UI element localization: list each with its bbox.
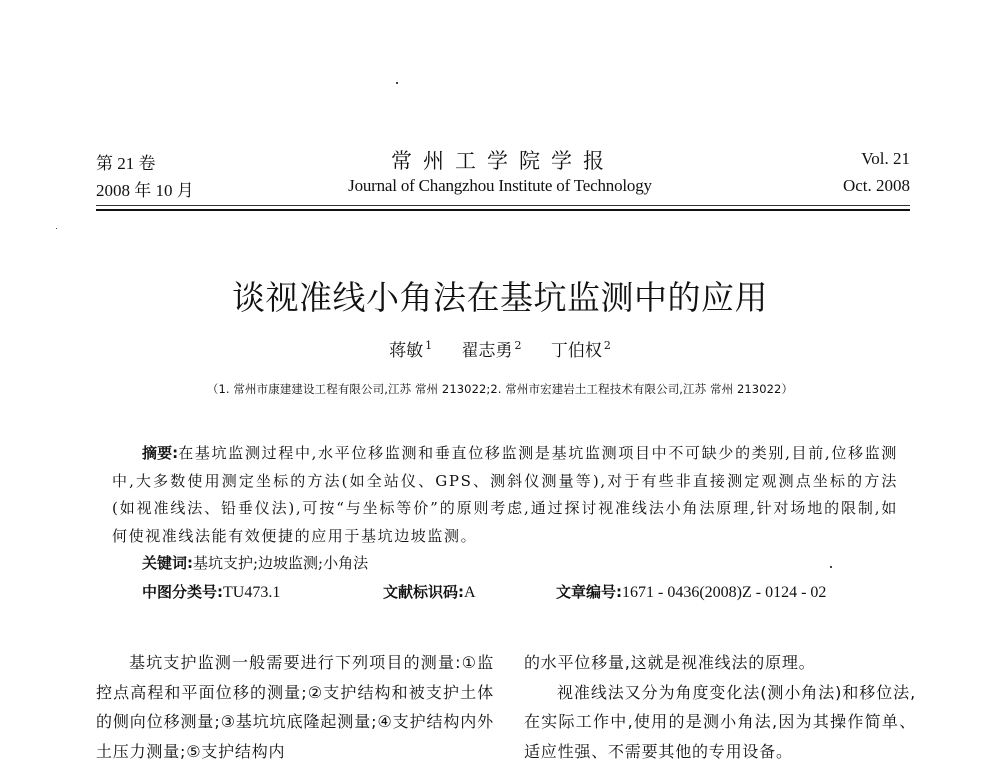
- abstract: [112, 440, 898, 550]
- clc-number: [142, 581, 280, 602]
- scan-speck: [56, 228, 57, 229]
- body-paragraph: 基坑支护监测一般需要进行下列项目的测量:①监控点高程和平面位移的测量;②支护结构和被支护土体的侧向位移测量;③基坑坑底隆起测量;④支护结构内外土压力测量;⑤支护结构内: [96, 648, 494, 766]
- keywords-value: 基坑支护;边坡监测;小角法: [193, 554, 368, 572]
- header-rule-thin: [96, 205, 910, 206]
- article-number: [556, 581, 826, 602]
- article-no-label: 文章编号:: [556, 583, 622, 601]
- abstract-text: 在基坑监测过程中,水平位移监测和垂直位移监测是基坑监测项目中不可缺少的类别,目前,位移监测中,大多数使用测定坐标的方法(如全站仪、GPS、测斜仪测量等),对于有些非直接测定观测点坐标的方法(如视准线法、铅垂仪法),可按“与坐标等价”的原则考虑,通过探讨视准线法小角法原理,针对场地的限制,如何使视准线法能有效便捷的应用于基坑边坡监测。: [112, 444, 898, 545]
- clc-value: TU473.1: [223, 584, 280, 601]
- author-name: 丁伯权: [551, 341, 602, 361]
- clc-label: 中图分类号:: [142, 583, 223, 601]
- body-left-column: [96, 648, 494, 766]
- article-no-value: 1671 - 0436(2008)Z - 0124 - 02: [622, 584, 826, 601]
- keywords-label: 关键词:: [142, 554, 193, 572]
- volume-en: Vol. 21: [861, 149, 910, 169]
- doc-code-label: 文献标识码:: [383, 583, 464, 601]
- issue-date-cn: 2008 年 10 月: [96, 176, 194, 201]
- author: [389, 341, 432, 361]
- author-name: 翟志勇: [462, 341, 513, 361]
- author-affil-marker: 2: [515, 339, 522, 352]
- keywords: [142, 552, 368, 573]
- affiliations: （1. 常州市康建建设工程有限公司,江苏 常州 213022;2. 常州市宏建岩土工程技术有限公司,江苏 常州 213022）: [0, 381, 1000, 397]
- author-affil-marker: 1: [425, 339, 432, 352]
- author-list: [0, 336, 1000, 361]
- author-name: 蒋敏: [389, 341, 423, 361]
- author: [462, 341, 522, 361]
- article-title: 谈视准线小角法在基坑监测中的应用: [0, 272, 1000, 319]
- scan-speck: [396, 82, 398, 84]
- issue-date-en: Oct. 2008: [843, 176, 910, 196]
- journal-title-cn: 常州工学院学报: [0, 145, 1000, 175]
- body-paragraph: 视准线法又分为角度变化法(测小角法)和移位法,在实际工作中,使用的是测小角法,因为其操作简单、适应性强、不需要其他的专用设备。: [524, 678, 916, 766]
- abstract-label: 摘要:: [142, 444, 178, 462]
- journal-title-en: Journal of Changzhou Institute of Technology: [0, 176, 1000, 196]
- body-right-column: [524, 648, 916, 766]
- volume-number: 第 21 卷: [96, 149, 156, 174]
- scan-speck: [830, 566, 832, 568]
- author-affil-marker: 2: [604, 339, 611, 352]
- document-code: [383, 581, 476, 602]
- author: [551, 341, 611, 361]
- header-rule-thick: [96, 209, 910, 211]
- body-paragraph: 的水平位移量,这就是视准线法的原理。: [524, 648, 916, 678]
- doc-code-value: A: [464, 584, 476, 601]
